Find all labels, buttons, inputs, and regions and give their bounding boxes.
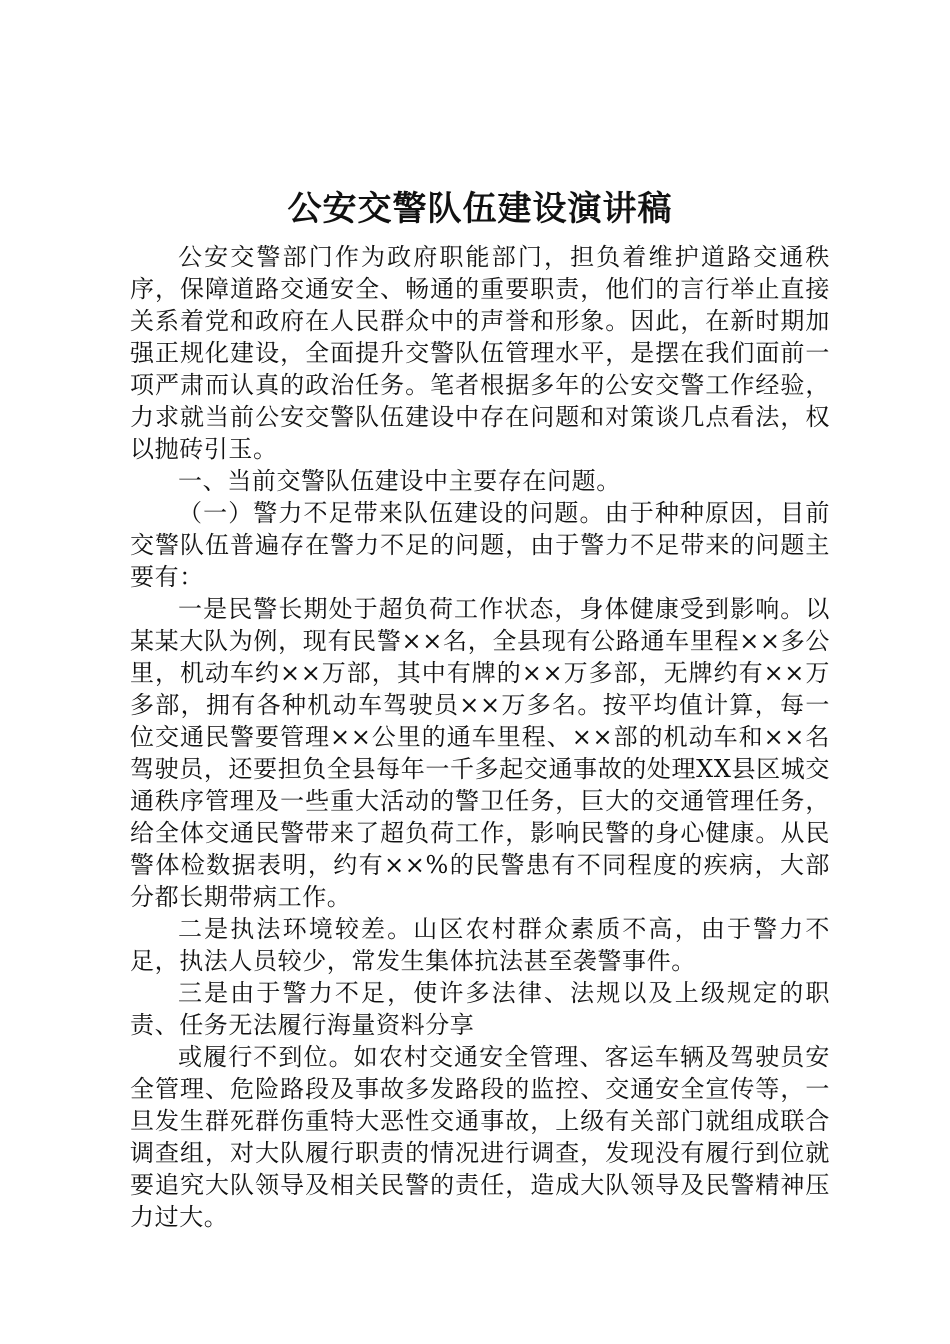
paragraph-section-heading: 一、当前交警队伍建设中主要存在问题。 <box>178 467 621 495</box>
paragraph-point-three-continued: 或履行不到位。如农村交通安全管理、客运车辆及驾驶员安全管理、危险路段及事故多发路段的监控、交通安全宣传等，一旦发生群死群伤重特大恶性交通事故，上级有关部门就组成联合调查组，对大队履行职责的情况进行调查，发现没有履行到位就要追究大队领导及相关民警的责任，造成大队领导及民警精神压力过大。 <box>130 1043 830 1231</box>
paragraph-point-two: 二是执法环境较差。山区农村群众素质不高，由于警力不足，执法人员较少，常发生集体抗法甚至袭警事件。 <box>130 915 830 975</box>
document-title: 公安交警队伍建设演讲稿 <box>287 189 673 229</box>
paragraph-point-one: 一是民警长期处于超负荷工作状态，身体健康受到影响。以某某大队为例，现有民警××名，全县现有公路通车里程××多公里，机动车约××万部，其中有牌的××万多部，无牌约有××万多部，拥有各种机动车驾驶员××万多名。按平均值计算，每一位交通民警要管理××公里的通车里程、××部的机动车和××名驾驶员，还要担负全县每年一千多起交通事故的处理XX县区城交通秩序管理及一些重大活动的警卫任务，巨大的交通管理任务，给全体交通民警带来了超负荷工作，影响民警的身心健康。从民警体检数据表明，约有××%的民警患有不同程度的疾病，大部分都长期带病工作。 <box>130 595 830 911</box>
paragraph-subsection-heading: （一）警力不足带来队伍建设的问题。由于种种原因，目前交警队伍普遍存在警力不足的问题，由于警力不足带来的问题主要有： <box>130 499 830 591</box>
document-page <box>130 185 830 1233</box>
paragraph-point-three: 三是由于警力不足，使许多法律、法规以及上级规定的职责、任务无法履行海量资料分享 <box>130 979 830 1039</box>
paragraph-intro: 公安交警部门作为政府职能部门，担负着维护道路交通秩序，保障道路交通安全、畅通的重要职责，他们的言行举止直接关系着党和政府在人民群众中的声誉和形象。因此，在新时期加强正规化建设，全面提升交警队伍管理水平，是摆在我们面前一项严肃而认真的政治任务。笔者根据多年的公安交警工作经验，力求就当前公安交警队伍建设中存在问题和对策谈几点看法，权以抛砖引玉。 <box>130 243 830 463</box>
